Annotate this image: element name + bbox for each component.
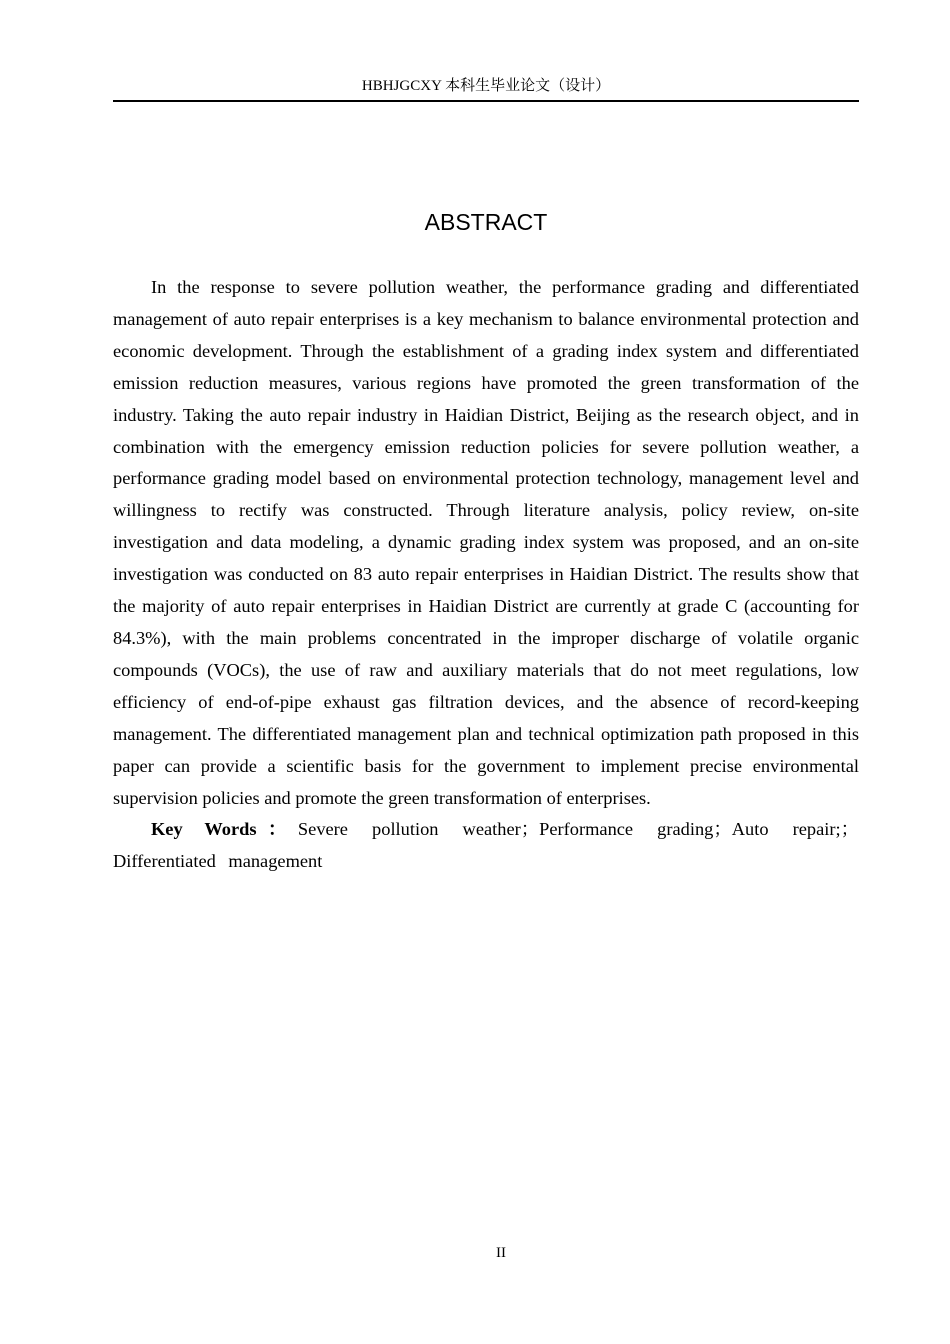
page-number: II	[496, 1245, 506, 1261]
abstract-body	[113, 272, 859, 878]
keywords-label: Key Words：	[151, 819, 298, 840]
abstract-paragraph: In the response to severe pollution weather, the performance grading and differentiated management of auto repair enterprises is a key mechanism to balance environmental protection and economic development. Through the establishment of a grading index system and differentiated emission reduction measures, various regions have promoted the green transformation of the industry. Taking the auto repair industry in Haidian District, Beijing as the research object, and in combination with the emergency emission reduction policies for severe pollution weather, a performance grading model based on environmental protection technology, management level and willingness to rectify was constructed. Through literature analysis, policy review, on-site investigation and data modeling, a dynamic grading index system was proposed, and an on-site investigation was conducted on 83 auto repair enterprises in Haidian District. The results show that the majority of auto repair enterprises in Haidian District are currently at grade C (accounting for 84.3%), with the main problems concentrated in the improper discharge of volatile organic compounds (VOCs), the use of raw and auxiliary materials that do not meet regulations, low efficiency of end-of-pipe exhaust gas filtration devices, and the absence of record-keeping management. The differentiated management plan and technical optimization path proposed in this paper can provide a scientific basis for the government to implement precise environmental supervision policies and promote the green transformation of enterprises.	[113, 277, 859, 808]
abstract-heading: ABSTRACT	[424, 209, 548, 235]
keywords-line	[113, 814, 859, 878]
header-rule	[113, 100, 859, 102]
keywords-text: Severe pollution weather；Performance grading；Auto repair;；Differentiated management	[113, 819, 859, 872]
page-header: HBHJGCXY 本科生毕业论文（设计）	[361, 78, 611, 94]
